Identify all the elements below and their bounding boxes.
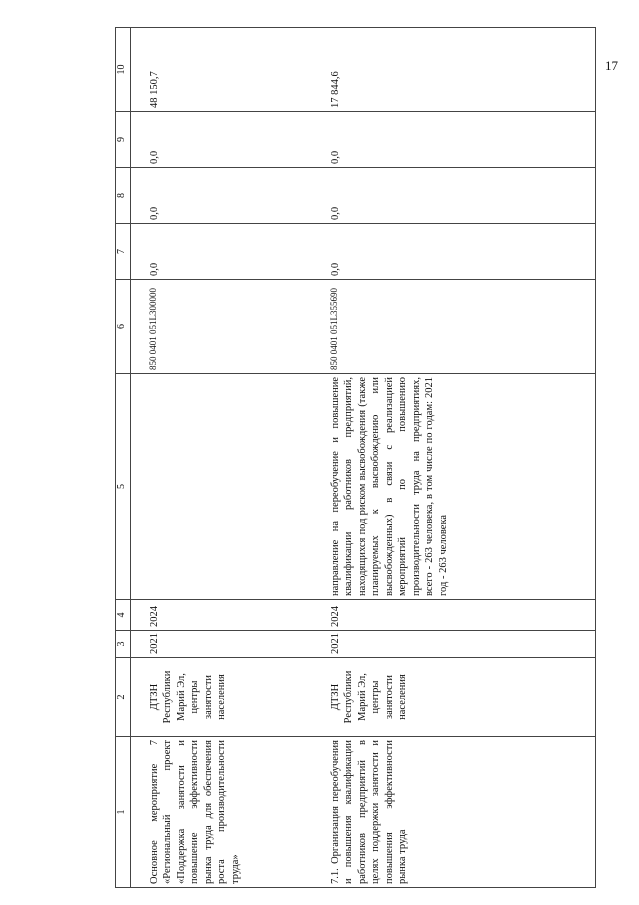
table-row xyxy=(131,28,308,888)
header-row xyxy=(116,28,131,888)
program-table xyxy=(115,27,596,888)
cell-value-7: 0,0 xyxy=(131,224,308,280)
cell-value-9: 0,0 xyxy=(131,112,308,168)
cell-value-9: 0,0 xyxy=(307,112,596,168)
header-col-4: 4 xyxy=(116,600,131,631)
cell-budget-code: 850 0401 051L355690 xyxy=(307,280,596,374)
rotated-table-wrapper xyxy=(115,38,585,888)
header-col-9: 9 xyxy=(116,112,131,168)
cell-executor: ДТЗН Республики Марий Эл, центры занятости населения xyxy=(131,658,308,737)
header-col-6: 6 xyxy=(116,280,131,374)
header-col-3: 3 xyxy=(116,631,131,658)
cell-name: Основное мероприятие 7 «Региональный проект «Поддержка занятости и повышение эффективности рынка труда для обеспечения роста производительности труда» xyxy=(131,737,308,888)
page-number: 17 xyxy=(605,58,618,73)
header-col-2: 2 xyxy=(116,658,131,737)
cell-value-10: 48 150,7 xyxy=(131,28,308,112)
cell-value-8: 0,0 xyxy=(131,168,308,224)
cell-budget-code: 850 0401 051L300000 xyxy=(131,280,308,374)
header-col-7: 7 xyxy=(116,224,131,280)
cell-end-year: 2024 xyxy=(307,600,596,631)
header-col-1: 1 xyxy=(116,737,131,888)
cell-start-year: 2021 xyxy=(131,631,308,658)
table-row xyxy=(307,28,596,888)
cell-value-7: 0,0 xyxy=(307,224,596,280)
header-col-8: 8 xyxy=(116,168,131,224)
cell-start-year: 2021 xyxy=(307,631,596,658)
header-col-5: 5 xyxy=(116,374,131,600)
cell-description: направление на переобучение и повышение квалификации работников предприятий, находящихся под риском высвобождения (также планируемых к высвобождению или высвобожденных) в связи с реализацией мероприятий по повышению производительности труда на предприятиях, всего - 263 человека, в том числе по годам: 2021 год - 263 человека xyxy=(307,374,596,600)
cell-description xyxy=(131,374,308,600)
cell-value-10: 17 844,6 xyxy=(307,28,596,112)
cell-value-8: 0,0 xyxy=(307,168,596,224)
cell-name: 7.1. Организация переобучения и повышения квалификации работников предприятий в целях поддержки занятости и повышения эффективности рынка труда xyxy=(307,737,596,888)
cell-end-year: 2024 xyxy=(131,600,308,631)
header-col-10: 10 xyxy=(116,28,131,112)
cell-executor: ДТЗН Республики Марий Эл, центры занятости населения xyxy=(307,658,596,737)
